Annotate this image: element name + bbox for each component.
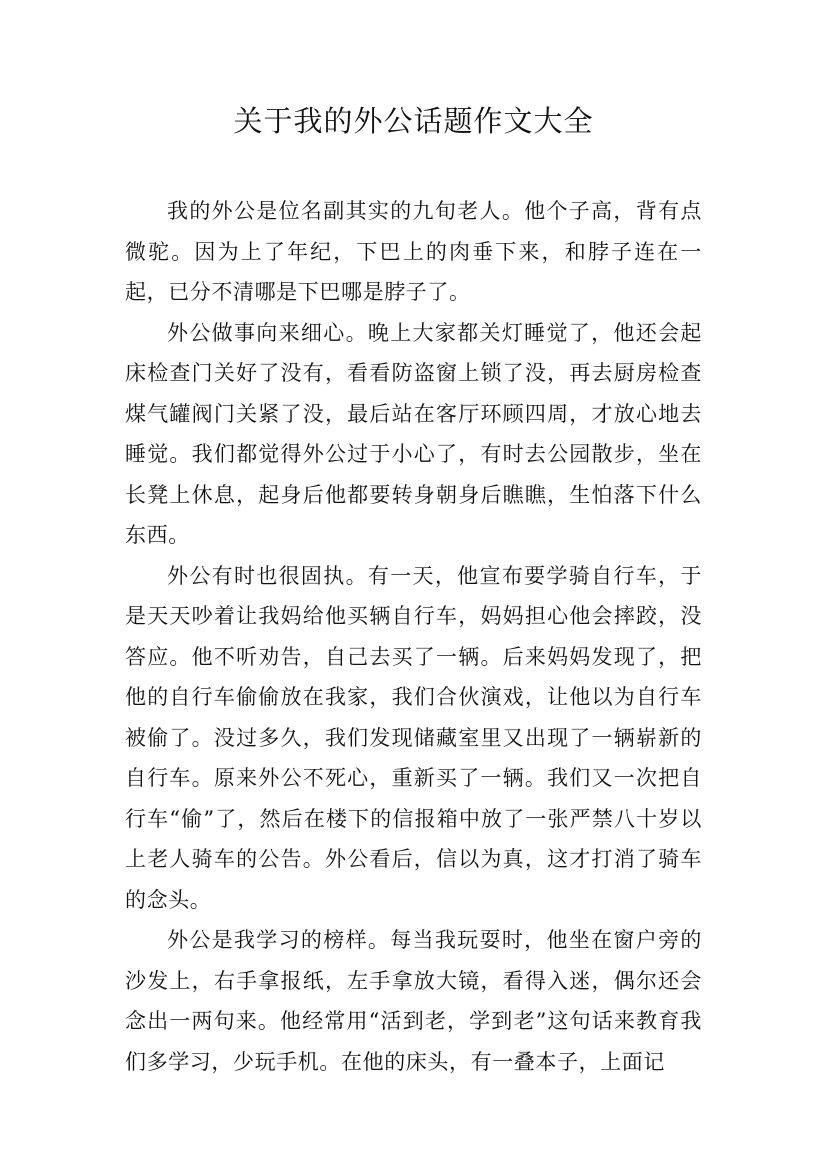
- document-title: 关于我的外公话题作文大全: [233, 104, 594, 138]
- paragraph-4: 外公是我学习的榜样。每当我玩耍时，他坐在窗户旁的沙发上，右手拿报纸，左手拿放大镜，看得入迷，偶尔还会念出一两句来。他经常用“活到老，学到老”这句话来教育我们多学习，少玩手机。在他的床头，有一叠本子，上面记: [125, 928, 702, 1074]
- document-body: [125, 191, 702, 1082]
- paragraph-1: 我的外公是位名副其实的九旬老人。他个子高，背有点微驼。因为上了年纪，下巴上的肉垂下来，和脖子连在一起，已分不清哪是下巴哪是脖子了。: [125, 199, 702, 304]
- paragraph-2: 外公做事向来细心。晚上大家都关灯睡觉了，他还会起床检查门关好了没有，看看防盗窗上锁了没，再去厨房检查煤气罐阀门关紧了没，最后站在客厅环顾四周，才放心地去睡觉。我们都觉得外公过于小心了，有时去公园散步，坐在长凳上休息，起身后他都要转身朝身后瞧瞧，生怕落下什么东西。: [125, 320, 702, 547]
- paragraph-3: 外公有时也很固执。有一天，他宣布要学骑自行车，于是天天吵着让我妈给他买辆自行车，妈妈担心他会摔跤，没答应。他不听劝告，自己去买了一辆。后来妈妈发现了，把他的自行车偷偷放在我家，我们合伙演戏，让他以为自行车被偷了。没过多久，我们发现储藏室里又出现了一辆崭新的自行车。原来外公不死心，重新买了一辆。我们又一次把自行车“偷”了，然后在楼下的信报箱中放了一张严禁八十岁以上老人骑车的公告。外公看后，信以为真，这才打消了骑车的念头。: [125, 563, 702, 912]
